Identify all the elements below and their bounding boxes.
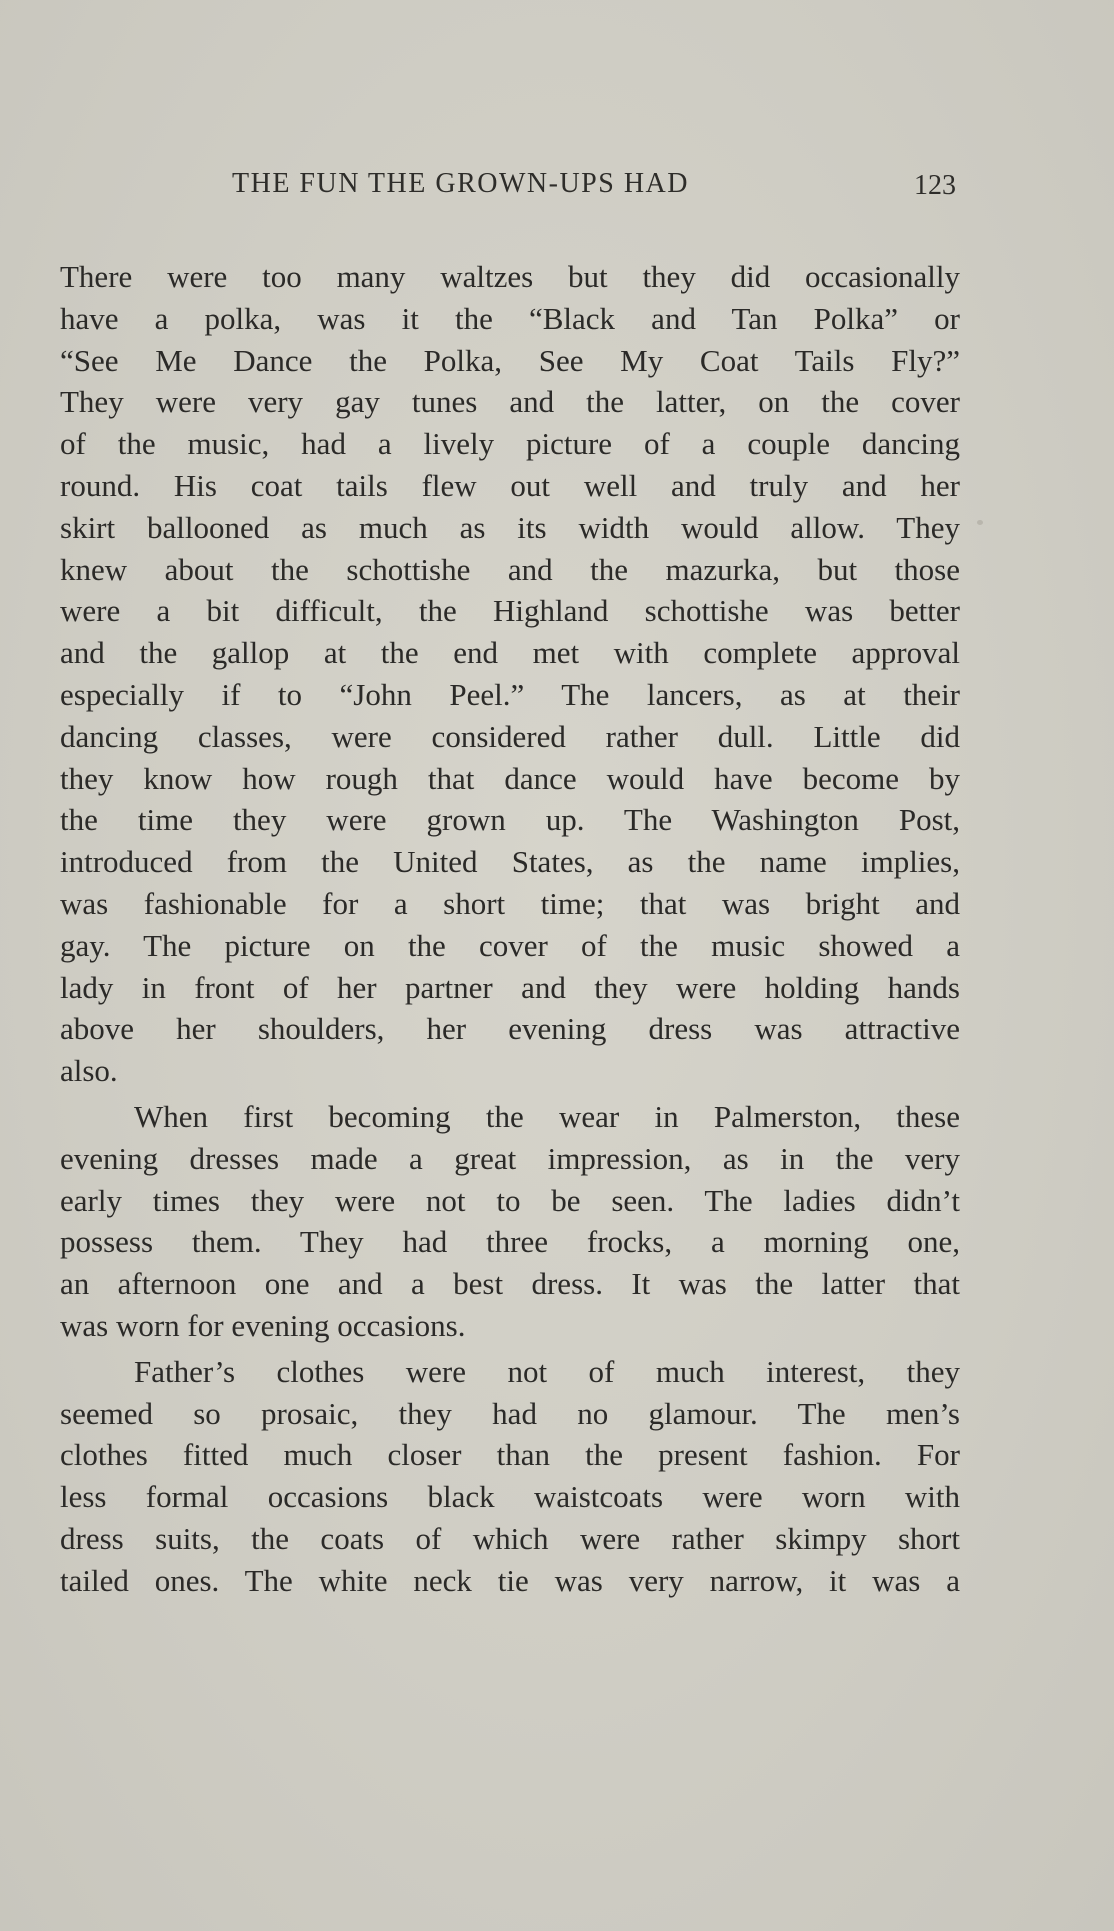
text-line: evening dresses made a great impression, as in the very [60,1140,960,1176]
text-line: was worn for evening occasions. [60,1307,466,1343]
text-line: skirt ballooned as much as its width would allow. They [60,509,960,545]
body-text [60,256,960,1602]
text-line: possess them. They had three frocks, a morning one, [60,1224,960,1260]
text-line: round. His coat tails flew out well and truly and her [60,467,960,503]
text-line: an afternoon one and a best dress. It was the latter that [60,1266,960,1302]
text-line: lady in front of her partner and they were holding hands [60,969,960,1005]
text-line: less formal occasions black waistcoats were worn with [60,1479,960,1515]
text-line: clothes fitted much closer than the present fashion. For [60,1437,960,1473]
text-line: and the gallop at the end met with complete approval [60,635,960,671]
text-line: have a polka, was it the “Black and Tan Polka” or [60,300,960,336]
text-line: above her shoulders, her evening dress was attractive [60,1011,960,1047]
text-line: There were too many waltzes but they did occasionally [60,259,960,294]
text-line: seemed so prosaic, they had no glamour. The men’s [60,1395,960,1431]
paragraph [60,1351,960,1602]
text-line: they know how rough that dance would have become by [60,760,960,796]
margin-speck [977,520,983,525]
paragraph [60,1096,960,1347]
text-line: introduced from the United States, as the name implies, [60,844,960,880]
text-line: the time they were grown up. The Washington Post, [60,802,960,838]
text-line: “See Me Dance the Polka, See My Coat Tails Fly?” [60,342,960,378]
text-line: early times they were not to be seen. The ladies didn’t [60,1182,960,1218]
page-number: 123 [914,170,956,201]
text-line: dress suits, the coats of which were rather skimpy short [60,1520,960,1556]
text-line: was fashionable for a short time; that was bright and [60,885,960,921]
text-line: They were very gay tunes and the latter, on the cover [60,384,960,420]
text-line: knew about the schottishe and the mazurka, but those [60,551,960,587]
paragraph [60,256,960,1092]
text-line: gay. The picture on the cover of the music showed a [60,927,960,963]
text-line: Father’s clothes were not of much interest, they [134,1353,960,1389]
text-line: especially if to “John Peel.” The lancers, as at their [60,676,960,712]
text-line: were a bit difficult, the Highland schottishe was better [60,593,960,629]
text-line: When first becoming the wear in Palmerston, these [134,1098,960,1134]
running-head-title: THE FUN THE GROWN-UPS HAD [232,168,689,199]
text-line: dancing classes, were considered rather dull. Little did [60,718,960,754]
text-line: tailed ones. The white neck tie was very narrow, it was a [60,1562,960,1598]
text-line: of the music, had a lively picture of a couple dancing [60,426,960,462]
text-line: also. [60,1053,118,1089]
